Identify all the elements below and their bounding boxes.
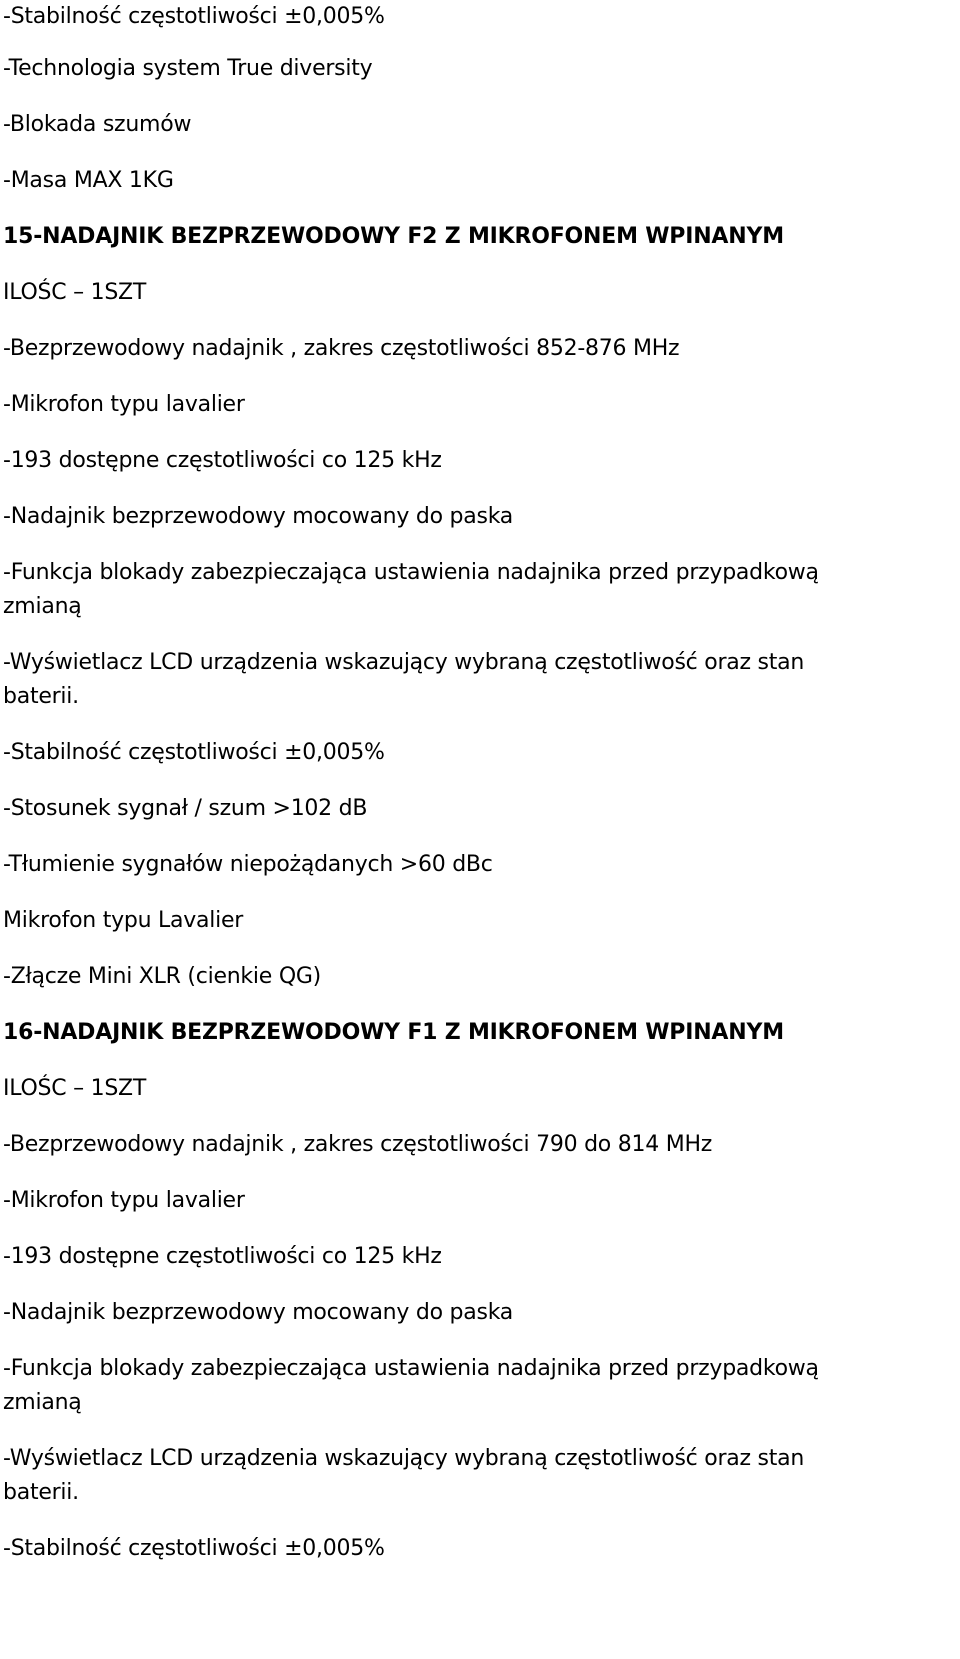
spec-line: -Funkcja blokady zabezpieczająca ustawienia nadajnika przed przypadkową	[3, 1356, 819, 1381]
spec-line: -Technologia system True diversity	[3, 56, 373, 81]
spec-line: Mikrofon typu Lavalier	[3, 908, 244, 933]
spec-line: -Masa MAX 1KG	[3, 168, 174, 193]
spec-line: -Wyświetlacz LCD urządzenia wskazujący wybraną częstotliwość oraz stan	[3, 650, 805, 675]
spec-line-continuation: zmianą	[3, 1390, 82, 1415]
spec-line-continuation: baterii.	[3, 1480, 79, 1505]
spec-line: -Stosunek sygnał / szum >102 dB	[3, 796, 368, 821]
section-heading-16: 16-NADAJNIK BEZPRZEWODOWY F1 Z MIKROFONEM WPINANYM	[3, 1020, 784, 1045]
spec-line: -Mikrofon typu lavalier	[3, 1188, 245, 1213]
spec-line: -Tłumienie sygnałów niepożądanych >60 dBc	[3, 852, 493, 877]
spec-line: -193 dostępne częstotliwości co 125 kHz	[3, 1244, 442, 1269]
spec-line: -Stabilność częstotliwości ±0,005%	[3, 740, 385, 765]
quantity-line: ILOŚC – 1SZT	[3, 280, 147, 305]
spec-line-continuation: baterii.	[3, 684, 79, 709]
section-heading-15: 15-NADAJNIK BEZPRZEWODOWY F2 Z MIKROFONEM WPINANYM	[3, 224, 784, 249]
spec-line: -193 dostępne częstotliwości co 125 kHz	[3, 448, 442, 473]
quantity-line: ILOŚC – 1SZT	[3, 1076, 147, 1101]
spec-line: -Stabilność częstotliwości ±0,005%	[3, 4, 385, 29]
spec-line: -Bezprzewodowy nadajnik , zakres częstotliwości 790 do 814 MHz	[3, 1132, 713, 1157]
spec-line: -Mikrofon typu lavalier	[3, 392, 245, 417]
spec-line: -Wyświetlacz LCD urządzenia wskazujący wybraną częstotliwość oraz stan	[3, 1446, 805, 1471]
spec-line-continuation: zmianą	[3, 594, 82, 619]
spec-line: -Nadajnik bezprzewodowy mocowany do paska	[3, 1300, 514, 1325]
spec-line: -Stabilność częstotliwości ±0,005%	[3, 1536, 385, 1561]
spec-line: -Blokada szumów	[3, 112, 192, 137]
spec-line: -Złącze Mini XLR (cienkie QG)	[3, 964, 322, 989]
spec-line: -Funkcja blokady zabezpieczająca ustawienia nadajnika przed przypadkową	[3, 560, 819, 585]
spec-line: -Bezprzewodowy nadajnik , zakres częstotliwości 852-876 MHz	[3, 336, 680, 361]
spec-line: -Nadajnik bezprzewodowy mocowany do paska	[3, 504, 514, 529]
